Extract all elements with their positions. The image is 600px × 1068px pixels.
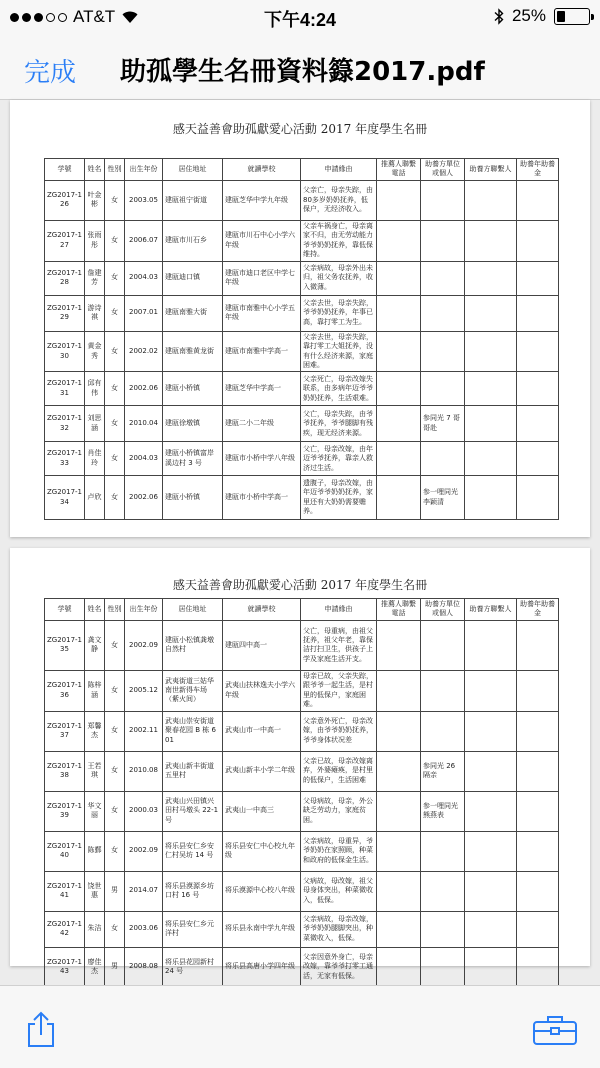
address-cell: 将乐县安仁乡安仁村吴坊 14 号 [163, 831, 223, 871]
address-cell: 将乐县花园新村 24 号 [163, 947, 223, 987]
page-title: 感天益善會助孤獻愛心活動 2017 年度學生名冊 [172, 578, 428, 592]
address-cell: 建瓯迪口镇 [163, 261, 223, 295]
sponsor-fund-cell [517, 670, 559, 711]
school-cell: 将乐县高唐小学四年级 [223, 947, 301, 987]
table-row [45, 871, 559, 911]
student-id-cell: ZG2017-137 [45, 711, 85, 751]
table-row [45, 791, 559, 831]
name-cell: 詹建芳 [85, 261, 105, 295]
sponsor-contact-cell [465, 911, 517, 947]
school-cell: 将乐县安仁中心校九年级 [223, 831, 301, 871]
sponsor-cell [421, 180, 465, 220]
gender-cell: 女 [105, 220, 125, 261]
column-header: 助養方聯繫人 [465, 159, 517, 181]
column-header: 出生年份 [125, 599, 163, 621]
column-header: 就讀學校 [223, 599, 301, 621]
birth-cell: 2002.09 [125, 831, 163, 871]
school-cell: 武夷山扶林逸夫小学六年级 [223, 670, 301, 711]
gender-cell: 女 [105, 711, 125, 751]
referrer-cell [377, 711, 421, 751]
sponsor-contact-cell [465, 180, 517, 220]
sponsor-fund-cell [517, 791, 559, 831]
student-id-cell: ZG2017-135 [45, 620, 85, 670]
sponsor-cell [421, 911, 465, 947]
sponsor-fund-cell [517, 751, 559, 791]
address-cell: 建瓯小松镇龚墩自然村 [163, 620, 223, 670]
table-row [45, 711, 559, 751]
birth-cell: 2002.11 [125, 711, 163, 751]
column-header: 推薦人聯繫電話 [377, 159, 421, 181]
referrer-cell [377, 476, 421, 520]
student-id-cell: ZG2017-131 [45, 372, 85, 406]
sponsor-contact-cell [465, 476, 517, 520]
gender-cell: 女 [105, 331, 125, 372]
address-cell: 武夷山崇安街道聚春花园 B 栋 601 [163, 711, 223, 751]
birth-cell: 2000.03 [125, 791, 163, 831]
sponsor-cell [421, 442, 465, 476]
sponsor-fund-cell [517, 372, 559, 406]
sponsor-cell: 参同光 26 隔亲 [421, 751, 465, 791]
column-header: 居住地址 [163, 159, 223, 181]
status-bar [0, 0, 600, 34]
sponsor-fund-cell [517, 442, 559, 476]
table-row [45, 372, 559, 406]
name-cell: 廖佳杰 [85, 947, 105, 987]
table-header-row [45, 159, 559, 181]
student-id-cell: ZG2017-136 [45, 670, 85, 711]
sponsor-cell [421, 261, 465, 295]
school-cell: 将乐县永南中学九年级 [223, 911, 301, 947]
bottom-toolbar [0, 985, 600, 1068]
reason-cell: 父亲因意外身亡，母亲改嫁，靠爷爷打零工通活，无家有低保。 [301, 947, 377, 987]
referrer-cell [377, 751, 421, 791]
student-id-cell: ZG2017-129 [45, 295, 85, 331]
referrer-cell [377, 791, 421, 831]
gender-cell: 女 [105, 791, 125, 831]
reason-cell: 父亲病故，母亲改嫁，爷爷奶奶腿脚突出，种菜微收入，低保。 [301, 911, 377, 947]
sponsor-fund-cell [517, 620, 559, 670]
reason-cell: 父亲去世，母亲失踪，靠打零工大姐抚养，没有什么经济来源，家庭困难。 [301, 331, 377, 372]
student-id-cell: ZG2017-127 [45, 220, 85, 261]
address-cell: 建瓯南雅大街 [163, 295, 223, 331]
column-header: 性別 [105, 159, 125, 181]
gender-cell: 女 [105, 261, 125, 295]
sponsor-contact-cell [465, 261, 517, 295]
student-id-cell: ZG2017-142 [45, 911, 85, 947]
battery-icon [554, 8, 590, 25]
sponsor-contact-cell [465, 620, 517, 670]
address-cell: 建瓯南雅黄龙街 [163, 331, 223, 372]
address-cell: 武夷山兴田镇兴田村马墩头 22-1 号 [163, 791, 223, 831]
sponsor-fund-cell [517, 261, 559, 295]
sponsor-cell [421, 871, 465, 911]
birth-cell: 2004.03 [125, 442, 163, 476]
sponsor-fund-cell [517, 871, 559, 911]
referrer-cell [377, 442, 421, 476]
column-header: 就讀學校 [223, 159, 301, 181]
school-cell: 建瓯市南雅中学高一 [223, 331, 301, 372]
student-id-cell: ZG2017-141 [45, 871, 85, 911]
birth-cell: 2007.01 [125, 295, 163, 331]
sponsor-fund-cell [517, 331, 559, 372]
sponsor-cell [421, 220, 465, 261]
column-header: 助養方單位或個人 [421, 599, 465, 621]
table-row [45, 831, 559, 871]
birth-cell: 2004.03 [125, 261, 163, 295]
table-header-row [45, 599, 559, 621]
reason-cell: 父亲死亡，母亲改嫁失联系，由多病年迈爷爷奶奶抚养，生活艰难。 [301, 372, 377, 406]
student-id-cell: ZG2017-143 [45, 947, 85, 987]
reason-cell: 母亲已故，父亲失踪，跟爷爷一起生活，是村里的低保户，家庭困难。 [301, 670, 377, 711]
table-row [45, 947, 559, 987]
column-header: 申請緣由 [301, 159, 377, 181]
gender-cell: 女 [105, 295, 125, 331]
name-cell: 华文丽 [85, 791, 105, 831]
gender-cell: 女 [105, 476, 125, 520]
sponsor-cell [421, 372, 465, 406]
sponsor-cell: 参同光 7 哥哥赴 [421, 406, 465, 442]
column-header: 推薦人聯繫電話 [377, 599, 421, 621]
sponsor-cell [421, 331, 465, 372]
sponsor-cell: 参一哩同光李颖清 [421, 476, 465, 520]
column-header: 学號 [45, 599, 85, 621]
table-row [45, 295, 559, 331]
table-row [45, 751, 559, 791]
sponsor-cell: 参一哩同光熊燕表 [421, 791, 465, 831]
student-id-cell: ZG2017-140 [45, 831, 85, 871]
school-cell: 武夷山市一中高一 [223, 711, 301, 751]
gender-cell: 女 [105, 831, 125, 871]
reason-cell: 父亲亡，母亲失踪，由80多岁奶奶抚养，低保户，无经济收入。 [301, 180, 377, 220]
sponsor-cell [421, 831, 465, 871]
table-row [45, 911, 559, 947]
address-cell: 建瓯小桥镇富岸溪边村 3 号 [163, 442, 223, 476]
school-cell: 建瓯芝华中学高一 [223, 372, 301, 406]
address-cell: 建瓯市川石乡 [163, 220, 223, 261]
table-row [45, 406, 559, 442]
column-header: 出生年份 [125, 159, 163, 181]
sponsor-contact-cell [465, 220, 517, 261]
sponsor-fund-cell [517, 711, 559, 751]
sponsor-contact-cell [465, 791, 517, 831]
referrer-cell [377, 406, 421, 442]
sponsor-contact-cell [465, 372, 517, 406]
table-row [45, 620, 559, 670]
name-cell: 肖佳玲 [85, 442, 105, 476]
sponsor-contact-cell [465, 331, 517, 372]
column-header: 助養年助養金 [517, 159, 559, 181]
sponsor-fund-cell [517, 220, 559, 261]
column-header: 姓名 [85, 159, 105, 181]
name-cell: 龚文静 [85, 620, 105, 670]
bluetooth-icon [494, 8, 504, 25]
gender-cell: 女 [105, 406, 125, 442]
reason-cell: 父亲意外死亡，母亲改嫁，由爷爷奶奶抚养，爷爷身体状况差 [301, 711, 377, 751]
referrer-cell [377, 670, 421, 711]
pdf-page-1[interactable] [10, 100, 590, 537]
sponsor-contact-cell [465, 711, 517, 751]
student-id-cell: ZG2017-130 [45, 331, 85, 372]
column-header: 学號 [45, 159, 85, 181]
student-id-cell: ZG2017-133 [45, 442, 85, 476]
gender-cell: 女 [105, 911, 125, 947]
name-cell: 郑馨杰 [85, 711, 105, 751]
name-cell: 邱有伟 [85, 372, 105, 406]
sponsor-fund-cell [517, 476, 559, 520]
address-cell: 武夷山新丰街道五里村 [163, 751, 223, 791]
column-header: 居住地址 [163, 599, 223, 621]
toolbox-icon[interactable] [532, 1014, 578, 1046]
sponsor-contact-cell [465, 442, 517, 476]
school-cell: 将乐漠源中心校八年级 [223, 871, 301, 911]
sponsor-fund-cell [517, 831, 559, 871]
birth-cell: 2014.07 [125, 871, 163, 911]
reason-cell: 父亲病故，母重异，爷爷奶奶在家照顾，种菜和政府的低保金生活。 [301, 831, 377, 871]
birth-cell: 2003.05 [125, 180, 163, 220]
table-row [45, 442, 559, 476]
address-cell: 将乐县安仁乡元洋村 [163, 911, 223, 947]
student-roster-table [44, 598, 559, 988]
student-roster-table [44, 158, 559, 520]
gender-cell: 女 [105, 751, 125, 791]
sponsor-cell [421, 947, 465, 987]
share-icon[interactable] [24, 1011, 58, 1047]
reason-cell: 父亲病故，母亲外出未归，祖父务农抚养，收入微薄。 [301, 261, 377, 295]
birth-cell: 2005.12 [125, 670, 163, 711]
referrer-cell [377, 871, 421, 911]
sponsor-fund-cell [517, 406, 559, 442]
gender-cell: 女 [105, 620, 125, 670]
sponsor-cell [421, 620, 465, 670]
name-cell: 游诗祺 [85, 295, 105, 331]
referrer-cell [377, 331, 421, 372]
name-cell: 刘思涵 [85, 406, 105, 442]
reason-cell: 遗腹子，母亲改嫁，由年迈爷爷奶奶抚养，家里还有大奶奶需要赡养。 [301, 476, 377, 520]
student-id-cell: ZG2017-134 [45, 476, 85, 520]
student-id-cell: ZG2017-138 [45, 751, 85, 791]
reason-cell: 父亡，母重病，由祖父抚养，祖父年老，靠保洁打扫卫生，供孩子上学及家庭生活开支。 [301, 620, 377, 670]
sponsor-cell [421, 711, 465, 751]
sponsor-contact-cell [465, 871, 517, 911]
table-row [45, 670, 559, 711]
name-cell: 饶世惠 [85, 871, 105, 911]
sponsor-contact-cell [465, 947, 517, 987]
sponsor-contact-cell [465, 406, 517, 442]
address-cell: 建瓯徐墩镇 [163, 406, 223, 442]
referrer-cell [377, 911, 421, 947]
column-header: 申請緣由 [301, 599, 377, 621]
page-title: 感天益善會助孤獻愛心活動 2017 年度學生名冊 [172, 122, 428, 136]
birth-cell: 2002.02 [125, 331, 163, 372]
sponsor-fund-cell [517, 911, 559, 947]
gender-cell: 男 [105, 947, 125, 987]
column-header: 姓名 [85, 599, 105, 621]
birth-cell: 2003.06 [125, 911, 163, 947]
name-cell: 黄金秀 [85, 331, 105, 372]
school-cell: 建瓯二小二年级 [223, 406, 301, 442]
reason-cell: 父病故，母改嫁，祖父母身体突出，种菜微收入，低保。 [301, 871, 377, 911]
address-cell: 建瓯小桥镇 [163, 372, 223, 406]
document-title: 助孤學生名冊資料籙2017.pdf [120, 57, 485, 87]
pdf-page-2[interactable] [10, 548, 590, 980]
column-header: 助養方單位或個人 [421, 159, 465, 181]
gender-cell: 男 [105, 871, 125, 911]
reason-cell: 父母病故，母亲，外公缺乏劳动力，家庭贫困。 [301, 791, 377, 831]
school-cell: 建瓯芝华中学九年级 [223, 180, 301, 220]
school-cell: 建瓯市小桥中学八年级 [223, 442, 301, 476]
table-row [45, 331, 559, 372]
school-cell: 建瓯市南雅中心小学五年级 [223, 295, 301, 331]
student-id-cell: ZG2017-126 [45, 180, 85, 220]
table-row [45, 261, 559, 295]
birth-cell: 2008.08 [125, 947, 163, 987]
column-header: 性別 [105, 599, 125, 621]
sponsor-cell [421, 670, 465, 711]
name-cell: 张雨彤 [85, 220, 105, 261]
student-id-cell: ZG2017-128 [45, 261, 85, 295]
name-cell: 陈梓涵 [85, 670, 105, 711]
address-cell: 武夷街道三姑华南世新得车场（紫火间） [163, 670, 223, 711]
birth-cell: 2002.06 [125, 476, 163, 520]
reason-cell: 父亲车祸身亡，母亲离家不归，由无劳动能力爷爷奶奶抚养，靠低保维持。 [301, 220, 377, 261]
birth-cell: 2006.07 [125, 220, 163, 261]
clock: 下午4:24 [263, 10, 337, 30]
battery-percent: 25% [511, 6, 546, 25]
name-cell: 卢欣 [85, 476, 105, 520]
student-id-cell: ZG2017-132 [45, 406, 85, 442]
carrier-label: AT&T [73, 7, 116, 26]
school-cell: 建瓯市川石中心小学六年级 [223, 220, 301, 261]
gender-cell: 女 [105, 180, 125, 220]
school-cell: 建瓯四中高一 [223, 620, 301, 670]
gender-cell: 女 [105, 670, 125, 711]
table-row [45, 180, 559, 220]
name-cell: 朱洁 [85, 911, 105, 947]
reason-cell: 父亡，母亲改嫁，由年迈爷爷抚养，靠亲人救济过生活。 [301, 442, 377, 476]
name-cell: 陈鄞 [85, 831, 105, 871]
school-cell: 建瓯市迪口老区中学七年级 [223, 261, 301, 295]
referrer-cell [377, 220, 421, 261]
referrer-cell [377, 180, 421, 220]
school-cell: 武夷山新丰小学二年级 [223, 751, 301, 791]
table-row [45, 220, 559, 261]
birth-cell: 2002.06 [125, 372, 163, 406]
sponsor-contact-cell [465, 295, 517, 331]
birth-cell: 2002.09 [125, 620, 163, 670]
column-header: 助養年助養金 [517, 599, 559, 621]
address-cell: 建瓯小桥镇 [163, 476, 223, 520]
address-cell: 建瓯祖宁街道 [163, 180, 223, 220]
referrer-cell [377, 831, 421, 871]
nav-bar [0, 34, 600, 100]
sponsor-fund-cell [517, 947, 559, 987]
referrer-cell [377, 261, 421, 295]
school-cell: 建瓯市小桥中学高一 [223, 476, 301, 520]
birth-cell: 2010.08 [125, 751, 163, 791]
sponsor-cell [421, 295, 465, 331]
done-button[interactable]: 完成 [24, 58, 77, 88]
reason-cell: 父亲已故，母亲改嫁离弃，外婆瘫痪，是村里的低保户，生活困难 [301, 751, 377, 791]
sponsor-fund-cell [517, 295, 559, 331]
gender-cell: 女 [105, 442, 125, 476]
sponsor-fund-cell [517, 180, 559, 220]
gender-cell: 女 [105, 372, 125, 406]
birth-cell: 2010.04 [125, 406, 163, 442]
referrer-cell [377, 620, 421, 670]
sponsor-contact-cell [465, 670, 517, 711]
reason-cell: 父亡，母亲失踪，由爷爷抚养，爷爷腿脚有残疾，现无经济来源。 [301, 406, 377, 442]
sponsor-contact-cell [465, 751, 517, 791]
referrer-cell [377, 372, 421, 406]
referrer-cell [377, 295, 421, 331]
sponsor-contact-cell [465, 831, 517, 871]
address-cell: 将乐县漠源乡坊口村 16 号 [163, 871, 223, 911]
reason-cell: 父亲去世，母亲失踪，爷爷奶奶抚养，年事已高，靠打零工为生。 [301, 295, 377, 331]
name-cell: 王若琪 [85, 751, 105, 791]
table-row [45, 476, 559, 520]
referrer-cell [377, 947, 421, 987]
school-cell: 武夷山一中高三 [223, 791, 301, 831]
status-right [494, 6, 590, 26]
column-header: 助養方聯繫人 [465, 599, 517, 621]
student-id-cell: ZG2017-139 [45, 791, 85, 831]
name-cell: 叶金彬 [85, 180, 105, 220]
